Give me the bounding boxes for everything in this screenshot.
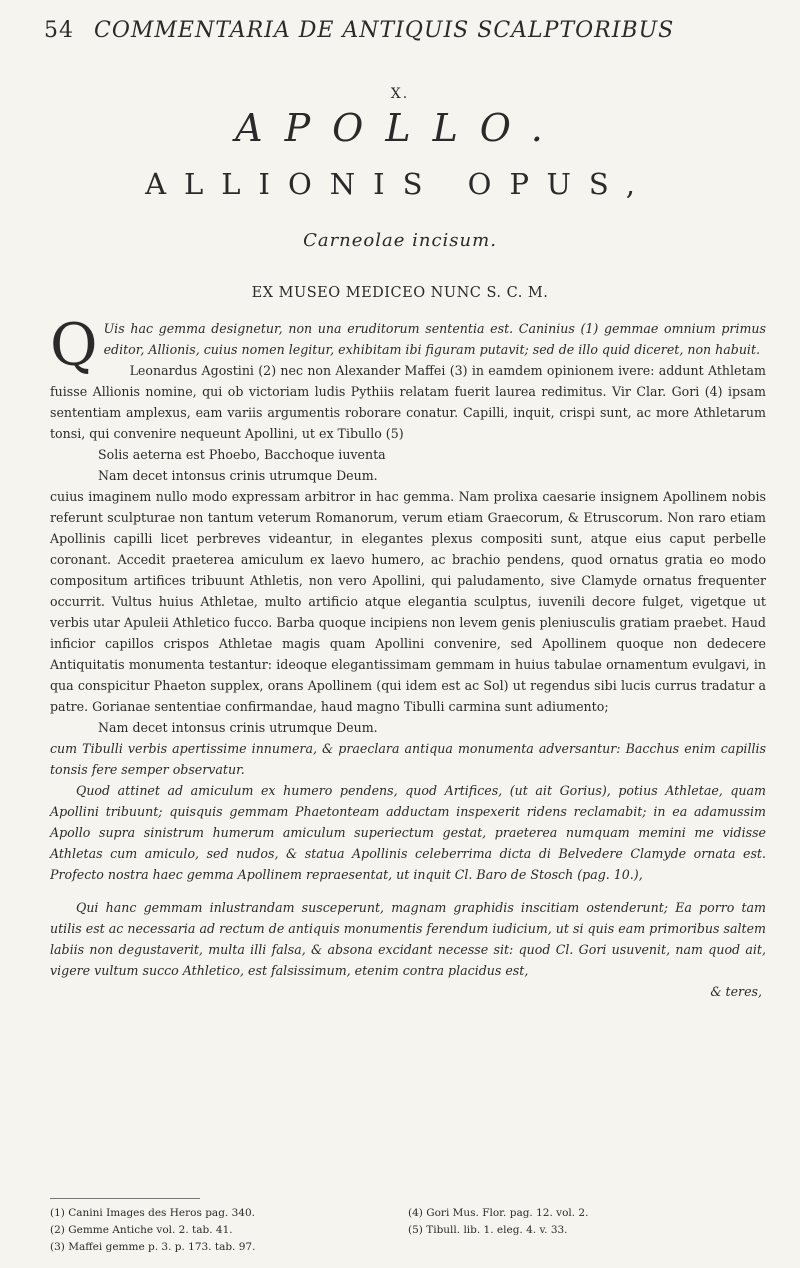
verse-line: Nam decet intonsus crinis utrumque Deum. — [98, 468, 378, 483]
paragraph-6: Qui hanc gemmam inlustrandam susceperunt, magnam graphidis inscitiam ostenderunt; Ea porro tam utilis est ac necessaria ad rectum de antiquis monumentis ferendum iudicium, ut si quis eam primoribus saltem labiis non degustaverit, multa illi falsa, & absona excidant necesse sit: quod Cl. Gori usuvenit, nam quod ait, vigere vultum succo Athletico, est falsissimum, etenim contra placidus est, — [50, 900, 766, 978]
verse-line: Solis aeterna est Phoebo, Bacchoque iuventa — [98, 447, 386, 462]
footnote: (4) Gori Mus. Flor. pag. 12. vol. 2. — [408, 1207, 589, 1219]
section-number: X. — [390, 86, 410, 102]
section-title: APOLLO. — [235, 106, 565, 150]
running-title: COMMENTARIA DE ANTIQUIS SCALPTORIBUS — [94, 18, 675, 43]
footnotes-left — [50, 1205, 408, 1256]
paragraph-1-text: Uis hac gemma designetur, non una eruditorum sententia est. Caninius (1) gemmae omnium primus editor, Allionis, cuius nomen legitur, exhibitam ibi figuram putavit; sed de illo quid diceret, non habuit. — [103, 321, 766, 357]
paragraph-5: Quod attinet ad amiculum ex humero pendens, quod Artifices, (ut ait Gorius), potius Athletae, quam Apollini tribuunt; quisquis gemmam Phaetonteam adductam inspexerit ridens reclamabit; in ea adamussim Apollo supra sinistrum humerum amiculum superiectum gestat, praeterea numquam memini me vidisse Athletas cum amiculo, sed nudos, & statua Apollinis celeberrima dicta di Belvedere Clamyde ornata est. Profecto nostra haec gemma Apollinem repraesentat, ut inquit Cl. Baro de Stosch (pag. 10.), — [50, 783, 766, 882]
footnote-rule — [50, 1198, 200, 1199]
footnote: (5) Tibull. lib. 1. eleg. 4. v. 33. — [408, 1224, 568, 1236]
paragraph-4: cum Tibulli verbis apertissime innumera, & praeclara antiqua monumenta adversantur: Bacchus enim capillis tonsis fere semper observatur. — [50, 741, 766, 777]
footnotes — [50, 1205, 766, 1256]
paragraph-3: cuius imaginem nullo modo expressam arbitror in hac gemma. Nam prolixa caesarie insignem Apollinem nobis referunt sculpturae non tantum veterum Romanorum, verum etiam Graecorum, & Etruscorum. Non raro etiam Apollinis capilli licet perbreves videantur, in elegantes plexus compositi sunt, atque eius caput perbelle coronant. Accedit praeterea amiculum ex laevo humero, ac brachio pendens, quod ornatus gratia eo modo compositum artifices tribuunt Athletis, non vero Apollini, qui paludamento, sive Clamyde ornatus frequenter occurrit. Vultus huius Athletae, multo artificio atque elegantia sculptus, iuvenili decore fulget, vigetque ut verbis utar Apuleii Athletico fucco. Barba quoque incipiens non levem genis pleniusculis gratiam praebet. Haud inficior capillos crispos Athletae magis quam Apollini convenire, sed Apollinem quoque non dedecere Antiquitatis monumenta testantur: ideoque elegantissimam gemmam in huius tabulae ornamentum evulgavi, in qua conspicitur Phaeton supplex, orans Apollinem (qui idem est ac Sol) ut regendus sibi lucis currus tradatur a patre. Gorianae sententiae confirmandae, haud magno Tibulli carmina sunt adiumento; — [50, 489, 766, 714]
page-number: 54 — [44, 18, 74, 43]
footnotes-right — [408, 1205, 766, 1256]
drop-cap: Q — [50, 311, 98, 379]
footnote: (2) Gemme Antiche vol. 2. tab. 41. — [50, 1224, 233, 1236]
running-header — [44, 18, 764, 43]
verse-line: Nam decet intonsus crinis utrumque Deum. — [98, 720, 378, 735]
material-line: Carneolae incisum. — [303, 230, 497, 251]
footnote: (3) Maffei gemme p. 3. p. 173. tab. 97. — [50, 1241, 256, 1253]
paragraph-1 — [50, 311, 766, 379]
section-subtitle: ALLIONIS OPUS, — [145, 167, 653, 201]
body-text — [50, 311, 766, 1002]
catchword: & teres, — [710, 984, 762, 999]
footnote: (1) Canini Images des Heros pag. 340. — [50, 1207, 255, 1219]
paragraph-2: Leonardus Agostini (2) nec non Alexander Maffei (3) in eamdem opinionem ivere: addunt Athletam fuisse Allionis nomine, qui ob victoriam ludis Pythiis relatam fuerit laurea redimitus. Vir Clar. Gori (4) ipsam sententiam amplexus, eam variis argumentis roborare conatur. Capilli, inquit, crispi sunt, ac more Athletarum tonsi, qui convenire nequeunt Apollini, ut ex Tibullo (5) — [50, 363, 766, 441]
source-line: EX MUSEO MEDICEO NUNC S. C. M. — [251, 285, 549, 301]
